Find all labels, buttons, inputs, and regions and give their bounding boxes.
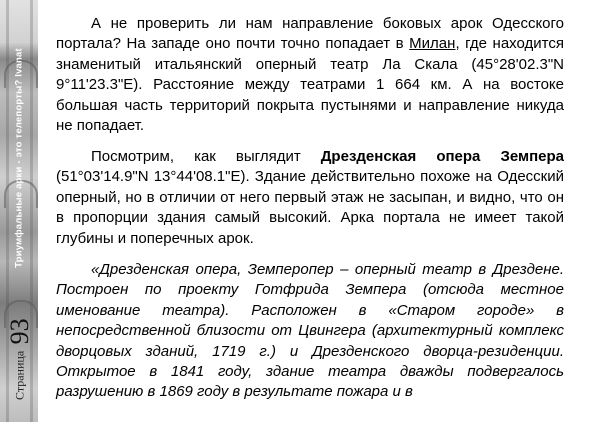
paragraph-text: (51°03'14.9"N 13°44'08.1"E). Здание действительно похоже на Одесский оперный, но в отличии от него первый этаж не засыпан, и видно, что он в пропорции здания самый высокий. Арка портала не имеет такой глубины и поперечных арок. [56, 168, 564, 247]
page-number: 93 [5, 318, 34, 345]
milan-link[interactable]: Милан [409, 35, 456, 53]
paragraph-text: Посмотрим, как выглядит [91, 148, 321, 165]
page-label: Страница [12, 350, 27, 400]
paragraph-text: А не проверить ли нам направление боковых арок Одесского портала? На западе оно почти точно попадает в [56, 15, 564, 53]
paragraph-text: , где находится знаменитый итальянский оперный театр Ла Скала (45°28'02.3"N 9°11'23.3"E). Расстояние между театрами 1 664 км. А на востоке большая часть территорий покрыта пустынями и направление никуда не попадает. [56, 35, 564, 135]
sidebar-text-layer [0, 0, 38, 422]
sidebar-strip [0, 0, 38, 422]
dresden-opera-heading: Дрезденская опера Земпера [320, 148, 564, 165]
paragraph-la-scala [56, 14, 564, 136]
document-title: Триумфальные арки - это телепорты? Ivanat [13, 48, 25, 268]
paragraph-quote: «Дрезденская опера, Земперопер – оперный театр в Дрездене. Построен по проекту Готфрида Земпера (отсюда местное именование театра). Расположен в «Старом городе» в непосредственной близости от Цвингера (архитектурный комплекс дворцовых зданий, 1719 г.) и Дрезденского дворца-резиденции. Открытое в 1841 году, здание театра дважды подвергалось разрушению в 1869 году в результате пожара и в [56, 261, 564, 401]
page-number-block [5, 320, 35, 400]
paragraph-dresden-opera [56, 147, 564, 249]
